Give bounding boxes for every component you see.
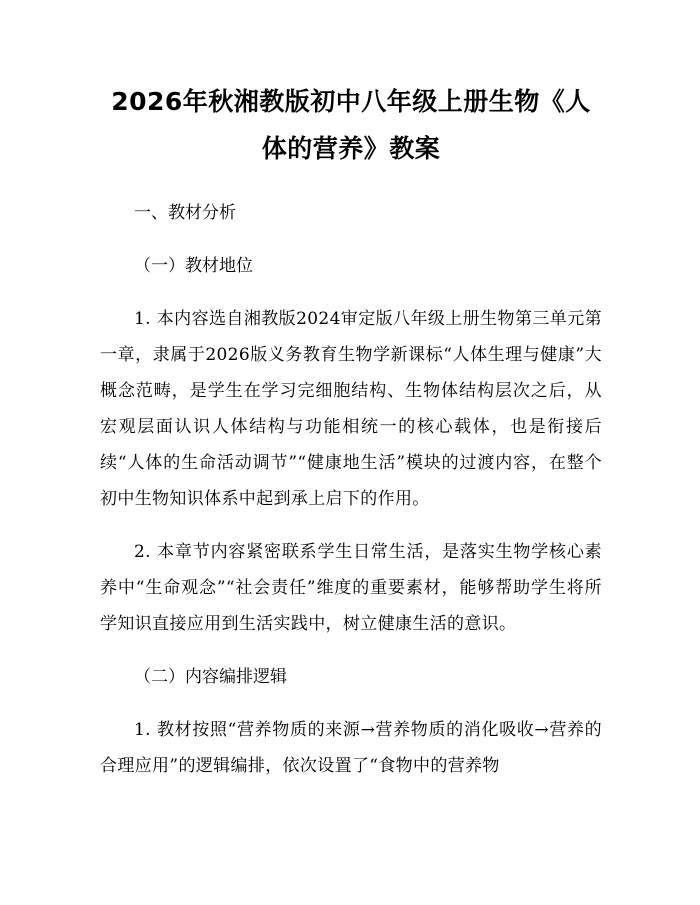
paragraph-content-logic-1: 1. 教材按照“营养物质的来源→营养物质的消化吸收→营养的合理应用”的逻辑编排，依次设置了“食物中的营养物 [100, 720, 602, 776]
subsection-heading-content-logic: （二）内容编排逻辑 [134, 667, 287, 687]
section-heading-textbook-analysis: 一、教材分析 [134, 203, 236, 223]
subsection-heading-textbook-status: （一）教材地位 [134, 256, 253, 276]
paragraph-textbook-status-1: 1. 本内容选自湘教版2024审定版八年级上册生物第三单元第一章，隶属于2026版义务教育生物学新课标“人体生理与健康”大概念范畴，是学生在学习完细胞结构、生物体结构层次之后，从宏观层面认识人体结构与功能相统一的核心载体，也是衔接后续“人体的生命活动调节”“健康地生活”模块的过渡内容，在整个初中生物知识体系中起到承上启下的作用。 [100, 309, 602, 509]
paragraph-textbook-status-2: 2. 本章节内容紧密联系学生日常生活，是落实生物学核心素养中“生命观念”“社会责任”维度的重要素材，能够帮助学生将所学知识直接应用到生活实践中，树立健康生活的意识。 [100, 542, 602, 634]
document-title: 2026年秋湘教版初中八年级上册生物《人体的营养》教案 [111, 87, 591, 163]
